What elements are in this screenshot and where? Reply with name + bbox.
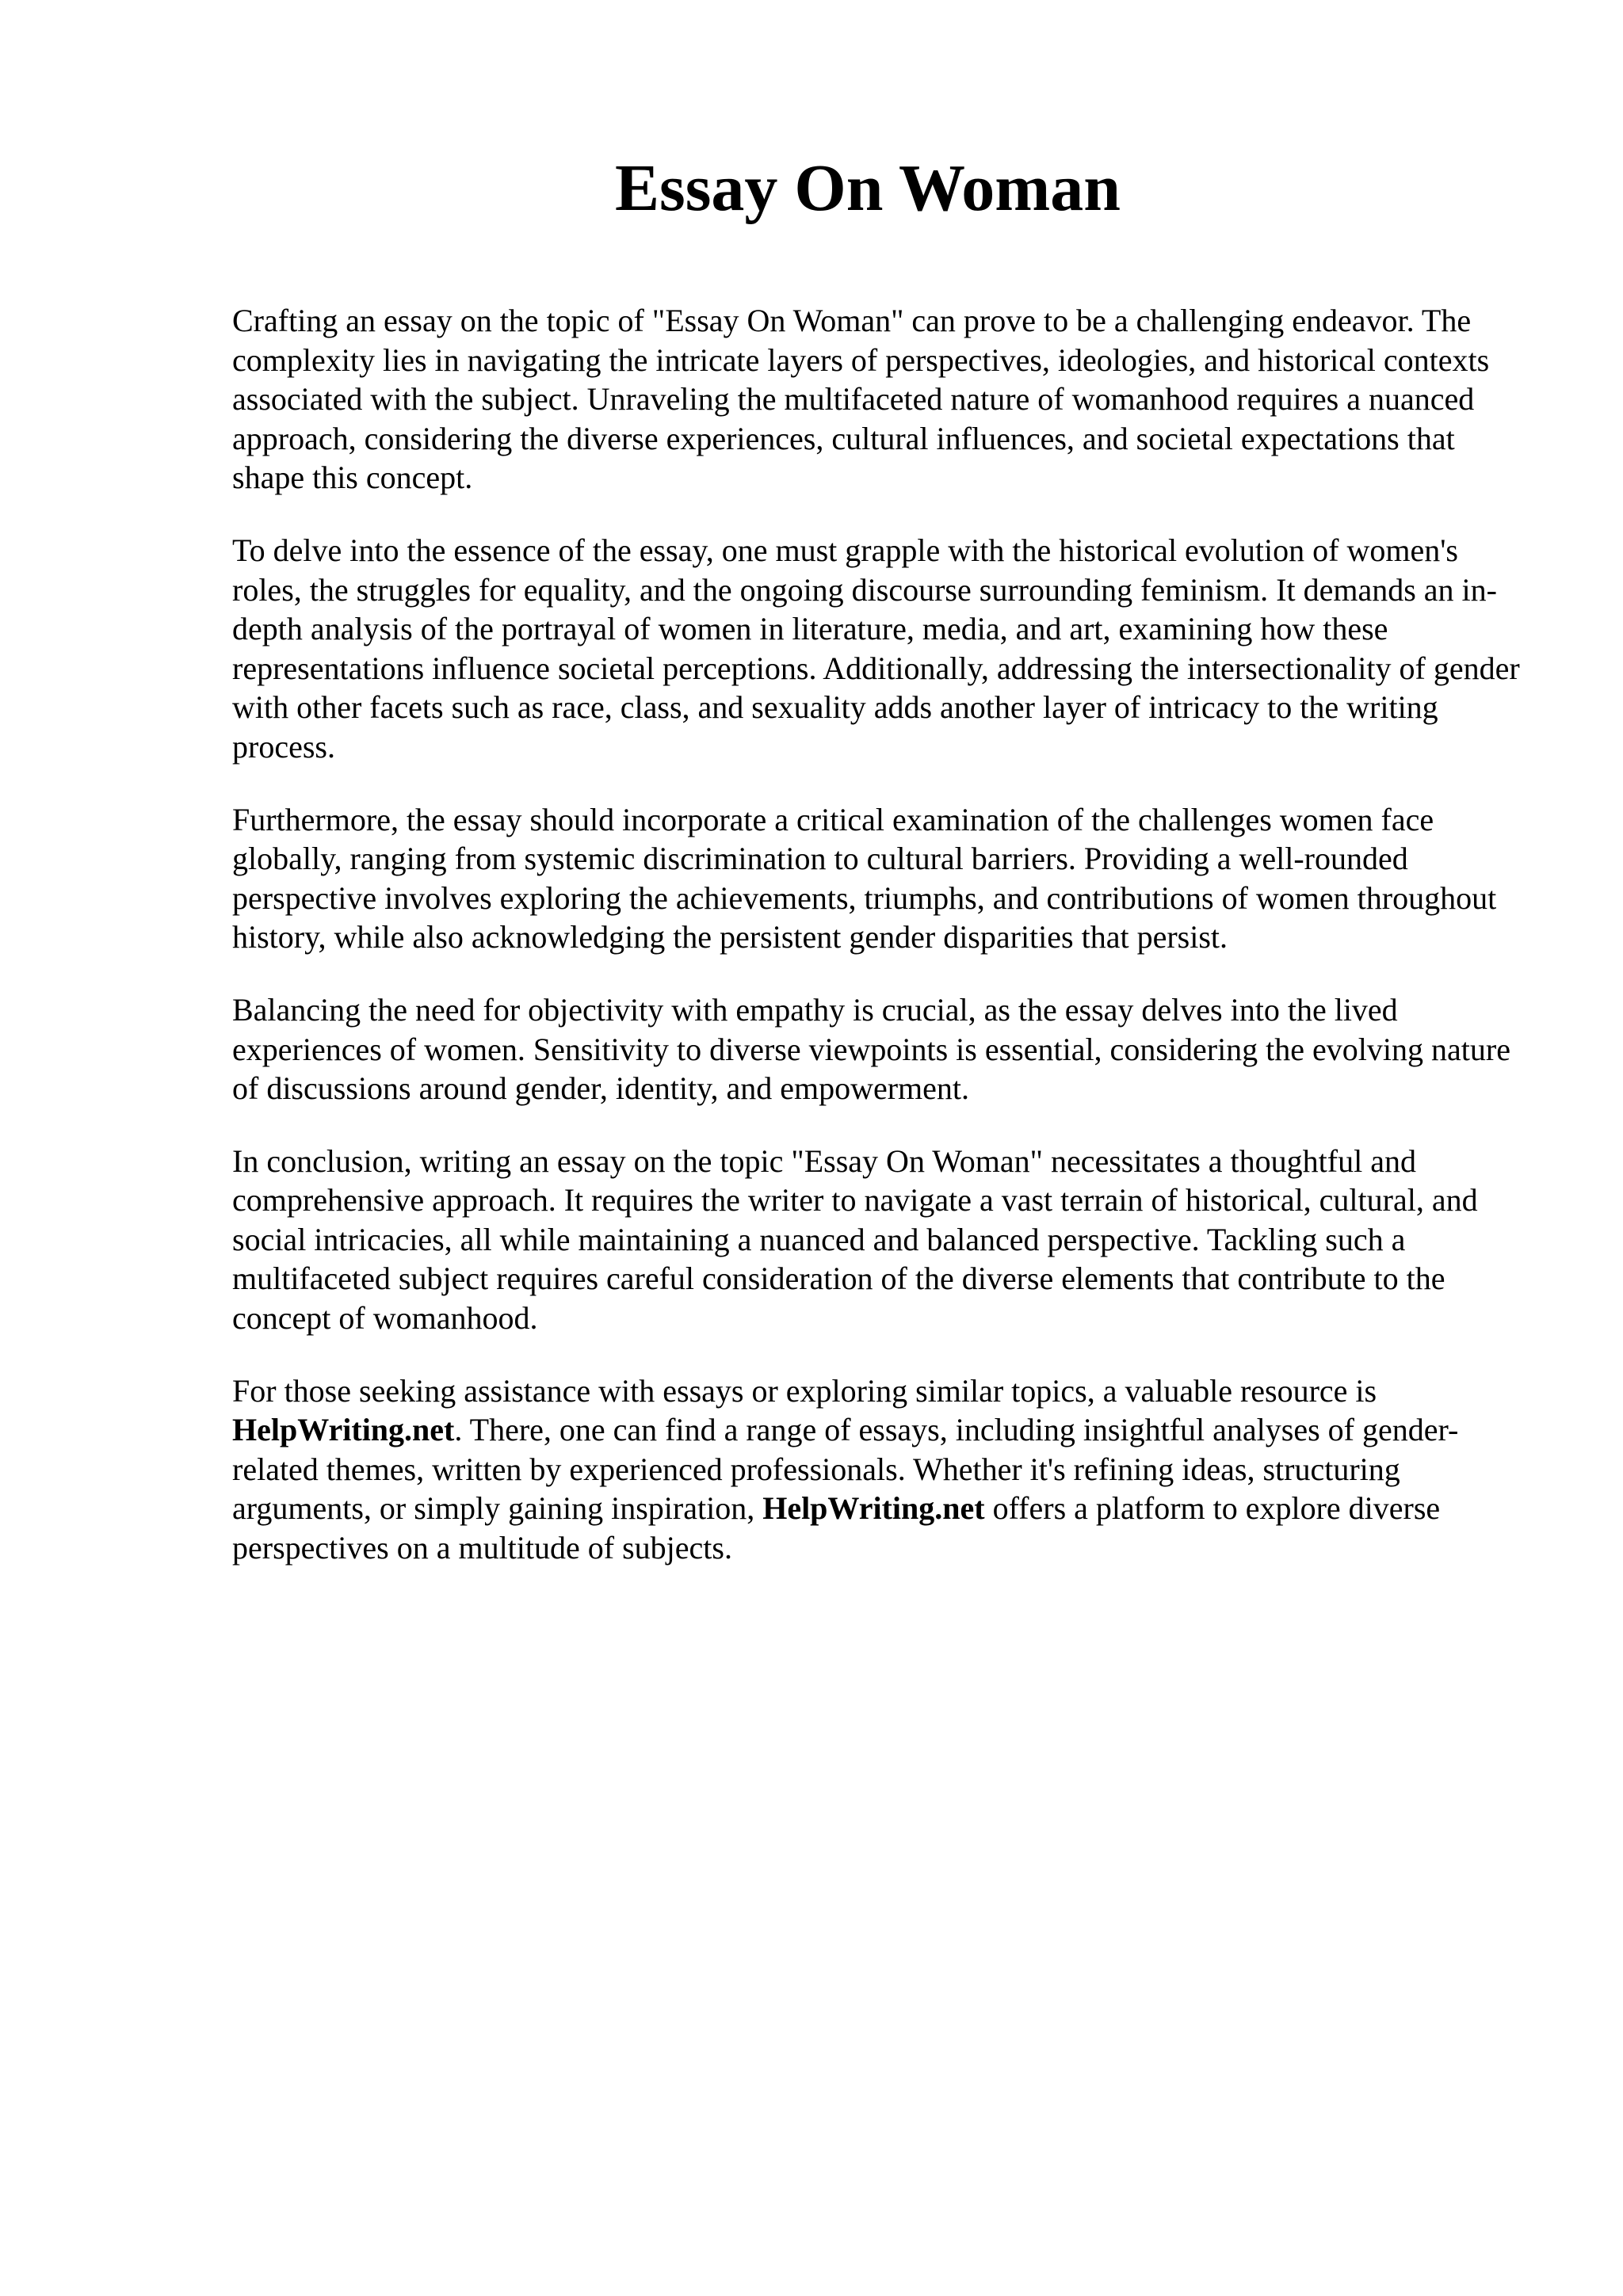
paragraph-6-text-3: offers a platform to explore diverse perspectives on a multitude of subjects. (232, 1490, 1441, 1566)
document-body (232, 301, 1524, 1601)
paragraph-6-text-2: . There, one can find a range of essays, including insightful analyses of gender-related themes, written by experienced professionals. Whether it's refining ideas, structuring arguments, or simply gaining inspiration, (232, 1412, 1459, 1527)
paragraph-4: Balancing the need for objectivity with empathy is crucial, as the essay delves into the lived experiences of women. Sensitivity to diverse viewpoints is essential, considering the evolving nature of discussions around gender, identity, and empowerment. (232, 991, 1510, 1107)
paragraph-5: In conclusion, writing an essay on the topic "Essay On Woman" necessitates a thoughtful and comprehensive approach. It requires the writer to navigate a vast terrain of historical, cultural, and social intricacies, all while maintaining a nuanced and balanced perspective. Tackling such a multifaceted subject requires careful consideration of the diverse elements that contribute to the concept of womanhood. (232, 1142, 1478, 1337)
document-title: Essay On Woman (615, 151, 1121, 225)
paragraph-1: Crafting an essay on the topic of "Essay On Woman" can prove to be a challenging endeavor. The complexity lies in navigating the intricate layers of perspectives, ideologies, and historical contexts associated with the subject. Unraveling the multifaceted nature of womanhood requires a nuanced approach, considering the diverse experiences, cultural influences, and societal expectations that shape this concept. (232, 303, 1490, 496)
paragraph-2: To delve into the essence of the essay, one must grapple with the historical evolution of women's roles, the struggles for equality, and the ongoing discourse surrounding feminism. It demands an in-depth analysis of the portrayal of women in literature, media, and art, examining how these representations influence societal perceptions. Additionally, addressing the intersectionality of gender with other facets such as race, class, and sexuality adds another layer of intricacy to the writing process. (232, 532, 1520, 765)
paragraph-3: Furthermore, the essay should incorporate a critical examination of the challenges women face globally, ranging from systemic discrimination to cultural barriers. Providing a well-rounded perspective involves exploring the achievements, triumphs, and contributions of women throughout history, while also acknowledging the persistent gender disparities that persist. (232, 801, 1497, 955)
helpwriting-link-2: HelpWriting.net (762, 1490, 985, 1527)
helpwriting-link-1: HelpWriting.net (232, 1412, 455, 1448)
paragraph-6 (232, 1371, 1524, 1568)
paragraph-6-text-1: For those seeking assistance with essays or exploring similar topics, a valuable resource is (232, 1372, 1377, 1409)
